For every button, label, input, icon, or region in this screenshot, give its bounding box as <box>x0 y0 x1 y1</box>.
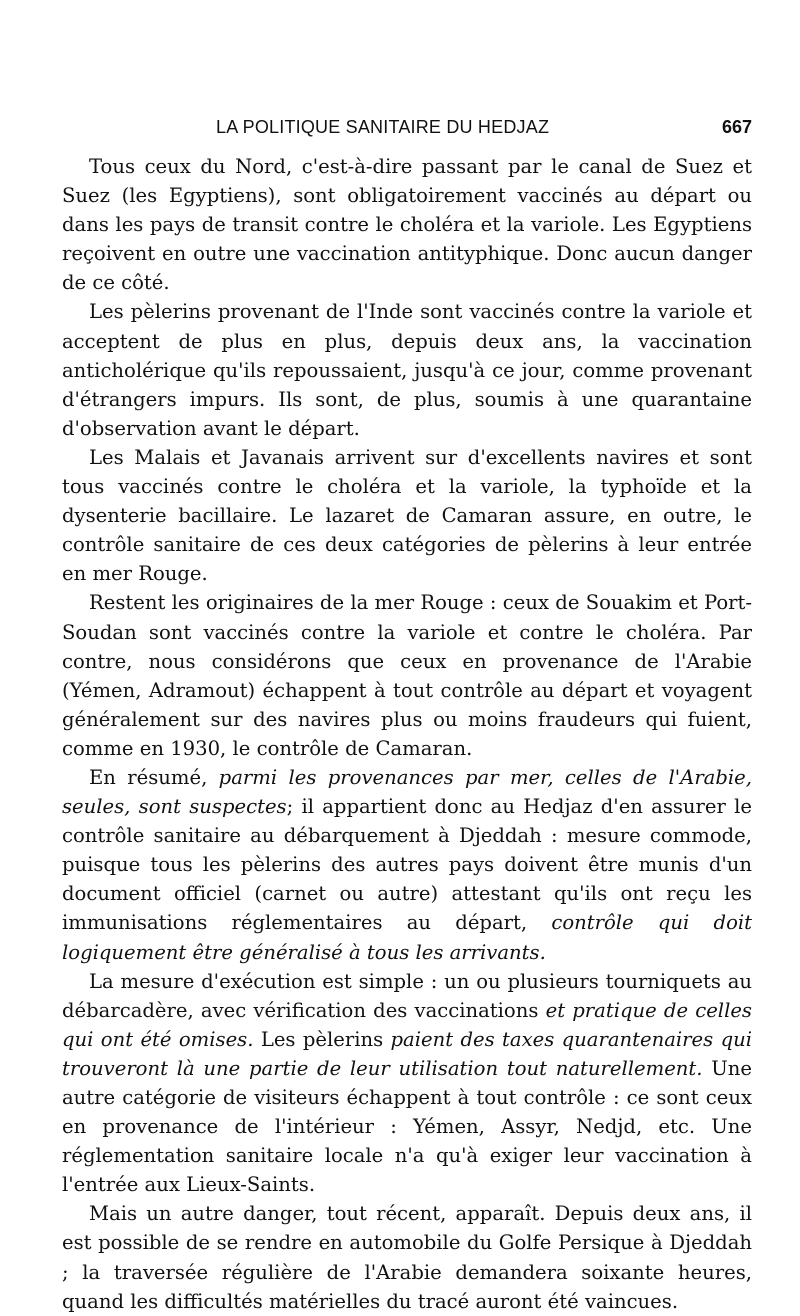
page-number: 667 <box>721 117 752 137</box>
body-text <box>62 152 752 1316</box>
execution-rest: Une autre catégorie de visiteurs échappent à tout contrôle : ce sont ceux en provenance de l'intérieur : Yémen, Assyr, Nedjd, etc. Une réglementation sanitaire locale n'a qu'à exiger leur vaccination à l'entrée aux Lieux-Saints. <box>62 1056 752 1197</box>
execution-link: Les pèlerins <box>253 1027 391 1051</box>
summary-intro: En résumé, <box>89 765 219 789</box>
summary-emphasis: parmi les provenances par mer, celles de l'Arabie, seules, sont suspectes <box>62 765 752 819</box>
paragraph-malay-javanese-pilgrims: Les Malais et Javanais arrivent sur d'excellents navires et sont tous vaccinés contre le choléra et la variole, la typhoïde et la dysenterie bacillaire. Le lazaret de Camaran assure, en outre, le contrôle sanitaire de ces deux catégories de pèlerins à leur entrée en mer Rouge. <box>62 445 752 586</box>
summary-conclusion: contrôle qui doit logiquement être généralisé à tous les arrivants. <box>62 911 753 964</box>
summary-body: ; il appartient donc au Hedjaz d'en assurer le contrôle sanitaire au débarquement à Djeddah : mesure commode, puisque tous les pèlerins des autres pays doivent être munis d'un document officiel (carnet ou autre) attestant qu'ils ont reçu les immunisations réglementaires au départ, <box>62 795 752 935</box>
paragraph-red-sea-pilgrims: Restent les originaires de la mer Rouge : ceux de Souakim et Port-Soudan sont vaccinés contre la variole et contre le choléra. Par contre, nous considérons que ceux en provenance de l'Arabie (Yémen, Adramout) échappent à tout contrôle au départ et voyagent généralement sur des navires plus ou moins fraudeurs qui fuient, comme en 1930, le contrôle de Camaran. <box>62 591 752 760</box>
paragraph-execution-measure <box>62 967 752 1200</box>
paragraph-automobile-danger: Mais un autre danger, tout récent, apparaît. Depuis deux ans, il est possible de se rendre en automobile du Golfe Persique à Djeddah ; la traversée régulière de l'Arabie demandera soixante heures, quand les difficultés matérielles du tracé auront été vaincues. <box>62 1202 752 1313</box>
running-title: LA POLITIQUE SANITAIRE DU HEDJAZ <box>216 117 550 137</box>
paragraph-north-pilgrims: Tous ceux du Nord, c'est-à-dire passant par le canal de Suez et Suez (les Egyptiens), sont obligatoirement vaccinés au départ ou dans les pays de transit contre le choléra et la variole. Les Egyptiens reçoivent en outre une vaccination antityphique. Donc aucun danger de ce côté. <box>62 155 752 295</box>
paragraph-india-pilgrims: Les pèlerins provenant de l'Inde sont vaccinés contre la variole et acceptent de plus en plus, depuis deux ans, la vaccination anticholérique qu'ils repoussaient, jusqu'à ce jour, comme provenant d'étrangers impurs. Ils sont, de plus, soumis à une quarantaine d'observation avant le départ. <box>62 300 752 440</box>
execution-emphasis: et pratique de celles qui ont été omises. <box>62 998 752 1051</box>
execution-intro: La mesure d'exécution est simple : un ou plusieurs tourniquets au débarcadère, avec vérification des vaccinations <box>62 969 752 1022</box>
execution-taxes: paient des taxes quarantenaires qui trouveront là une partie de leur utilisation tout naturellement. <box>62 1027 752 1080</box>
page-header <box>62 117 752 141</box>
paragraph-summary <box>62 763 752 967</box>
